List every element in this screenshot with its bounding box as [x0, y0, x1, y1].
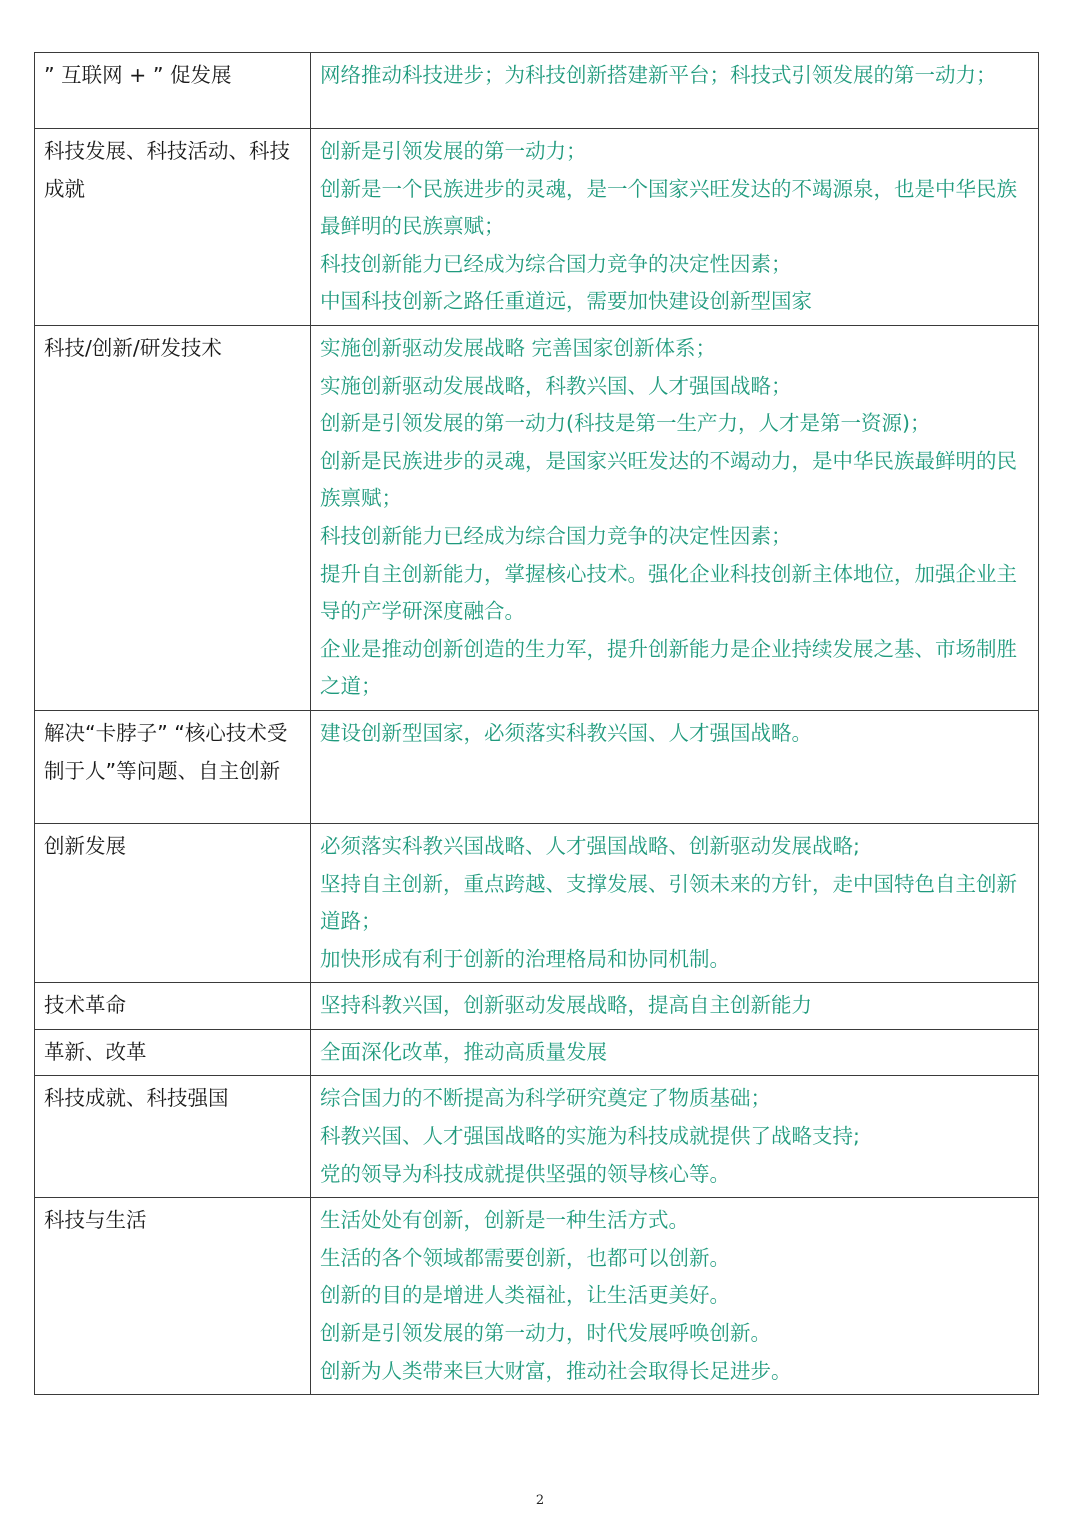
table-row — [35, 1076, 1039, 1198]
points-cell — [311, 53, 1039, 129]
table-row — [35, 823, 1039, 982]
points-cell — [311, 1076, 1039, 1198]
topic-cell: 解决“卡脖子” “核心技术受制于人”等问题、自主创新 — [35, 710, 311, 823]
table-row — [35, 1029, 1039, 1076]
points-cell — [311, 325, 1039, 710]
point-line: 创新是引领发展的第一动力(科技是第一生产力，人才是第一资源)； — [320, 411, 931, 436]
topic-table-body — [35, 53, 1039, 1395]
topic-cell: 科技成就、科技强国 — [35, 1076, 311, 1198]
point-line: 生活的各个领域都需要创新，也都可以创新。 — [320, 1245, 730, 1270]
point-line: 创新的目的是增进人类福祉，让生活更美好。 — [320, 1283, 730, 1308]
point-line: 生活处处有创新，创新是一种生活方式。 — [320, 1208, 689, 1233]
point-line: 建设创新型国家，必须落实科教兴国、人才强国战略。 — [320, 720, 812, 745]
point-line: 提升自主创新能力，掌握核心技术。强化企业科技创新主体地位，加强企业主导的产学研深度融合。 — [320, 561, 1017, 624]
point-line: 创新是引领发展的第一动力，时代发展呼唤创新。 — [320, 1321, 771, 1346]
topic-table — [34, 52, 1039, 1395]
points-cell — [311, 823, 1039, 982]
table-row — [35, 983, 1039, 1030]
table-row — [35, 129, 1039, 326]
point-line: 综合国力的不断提高为科学研究奠定了物质基础； — [320, 1086, 771, 1111]
points-cell — [311, 1198, 1039, 1395]
topic-cell: 科技发展、科技活动、科技成就 — [35, 129, 311, 326]
point-line: 创新为人类带来巨大财富，推动社会取得长足进步。 — [320, 1358, 792, 1383]
point-line: 实施创新驱动发展战略 完善国家创新体系； — [320, 335, 717, 360]
point-line: 企业是推动创新创造的生力军，提升创新能力是企业持续发展之基、市场制胜之道； — [320, 636, 1017, 699]
point-line: 实施创新驱动发展战略，科教兴国、人才强国战略； — [320, 373, 792, 398]
point-line: 科教兴国、人才强国战略的实施为科技成就提供了战略支持; — [320, 1124, 860, 1149]
point-line: 网络推动科技进步；为科技创新搭建新平台；科技式引领发展的第一动力； — [320, 63, 997, 87]
point-line: 科技创新能力已经成为综合国力竞争的决定性因素； — [320, 251, 792, 276]
topic-cell: 创新发展 — [35, 823, 311, 982]
point-line: 党的领导为科技成就提供坚强的领导核心等。 — [320, 1161, 730, 1186]
point-line: 创新是民族进步的灵魂，是国家兴旺发达的不竭动力，是中华民族最鲜明的民族禀赋； — [320, 448, 1017, 511]
topic-cell: 科技与生活 — [35, 1198, 311, 1395]
points-cell — [311, 1029, 1039, 1076]
table-row — [35, 1198, 1039, 1395]
topic-cell: 革新、改革 — [35, 1029, 311, 1076]
point-line: 加快形成有利于创新的治理格局和协同机制。 — [320, 946, 730, 971]
points-cell — [311, 710, 1039, 823]
table-row — [35, 325, 1039, 710]
point-line: 中国科技创新之路任重道远，需要加快建设创新型国家 — [320, 289, 812, 314]
point-line: 全面深化改革，推动高质量发展 — [320, 1039, 607, 1064]
table-row — [35, 710, 1039, 823]
point-line: 必须落实科教兴国战略、人才强国战略、创新驱动发展战略; — [320, 833, 860, 858]
point-line: 科技创新能力已经成为综合国力竞争的决定性因素； — [320, 523, 792, 548]
page-number: 2 — [535, 1493, 545, 1508]
topic-cell: 科技/创新/研发技术 — [35, 325, 311, 710]
points-cell — [311, 129, 1039, 326]
topic-cell: 技术革命 — [35, 983, 311, 1030]
point-line: 坚持自主创新，重点跨越、支撑发展、引领未来的方针，走中国特色自主创新道路； — [320, 871, 1017, 934]
points-cell — [311, 983, 1039, 1030]
table-row — [35, 53, 1039, 129]
point-line: 创新是一个民族进步的灵魂，是一个国家兴旺发达的不竭源泉，也是中华民族最鲜明的民族禀赋； — [320, 176, 1017, 239]
point-line: 坚持科教兴国，创新驱动发展战略，提高自主创新能力 — [320, 993, 812, 1018]
point-line: 创新是引领发展的第一动力； — [320, 139, 587, 163]
topic-cell: ” 互联网 + ” 促发展 — [35, 53, 311, 129]
